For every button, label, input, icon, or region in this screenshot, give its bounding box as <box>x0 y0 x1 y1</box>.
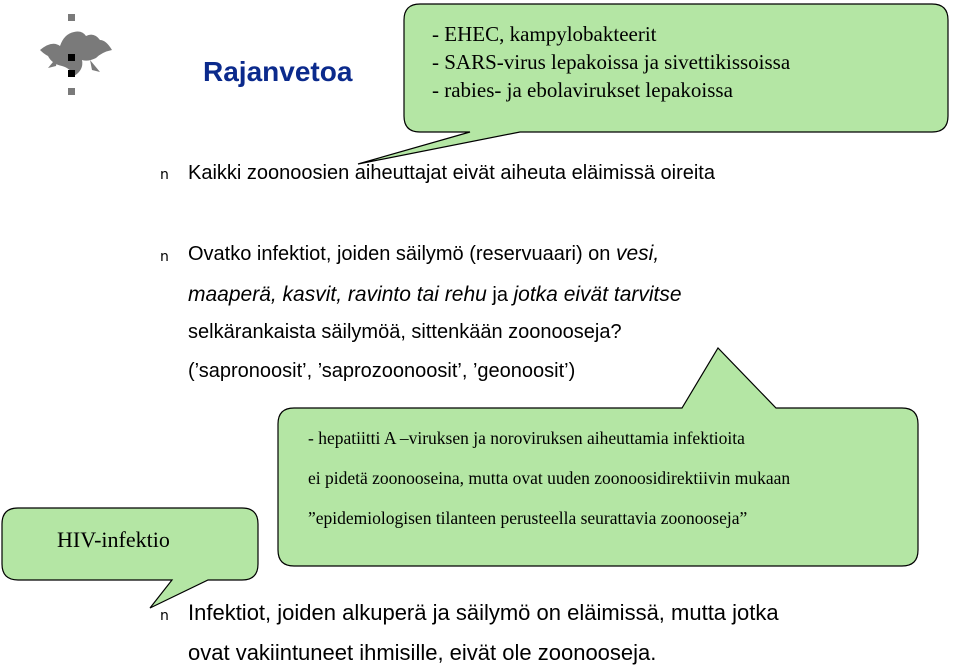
top-callout-line: - EHEC, kampylobakteerit <box>432 22 657 46</box>
bullet-2-line-2-italic-a: maaperä, kasvit, ravinto tai rehu <box>188 283 487 306</box>
middle-callout-line: ”epidemiologisen tilanteen perusteella seurattavia zoonooseja” <box>308 508 748 528</box>
bullet-2-line-1 <box>188 242 659 266</box>
bullet-2-line-3: selkärankaista säilymöä, sittenkään zoonooseja? <box>188 321 622 343</box>
hiv-callout-bubble <box>2 508 258 608</box>
bullet-1-text: Kaikki zoonoosien aiheuttajat eivät aiheuta eläimissä oireita <box>188 162 715 184</box>
top-callout-line: - SARS-virus lepakoissa ja sivettikissoissa <box>432 50 791 74</box>
slide-title: Rajanvetoa <box>203 56 353 87</box>
bullet-3-line-1: Infektiot, joiden alkuperä ja säilymö on eläimissä, mutta jotka <box>188 600 779 625</box>
top-callout-text <box>432 20 790 104</box>
bullet-3-line-2: ovat vakiintuneet ihmisille, eivät ole zoonooseja. <box>188 640 657 665</box>
hiv-callout-label: HIV-infektio <box>57 527 170 552</box>
bullet-marker: n <box>160 608 169 624</box>
bullet-2-line-2-plain: ja <box>486 284 514 306</box>
middle-callout-line: ei pidetä zoonooseina, mutta ovat uuden zoonoosidirektiivin mukaan <box>308 468 791 488</box>
top-callout-line: - rabies- ja ebolavirukset lepakoissa <box>432 78 733 102</box>
bullet-marker: n <box>160 167 169 183</box>
middle-callout-line: - hepatiitti A –viruksen ja noroviruksen aiheuttamia infektioita <box>308 428 745 448</box>
bullet-2-line-2-italic-b: jotka eivät tarvitse <box>513 283 682 306</box>
bullet-2-line-1-italic: vesi, <box>615 242 660 265</box>
bullet-2-line-4: (’sapronoosit’, ’saprozoonoosit’, ’geonoosit’) <box>188 360 576 382</box>
bullet-2-line-1-plain: Ovatko infektiot, joiden säilymö (reservuaari) on <box>188 243 616 265</box>
bullet-marker: n <box>160 249 169 265</box>
bullet-2-line-2 <box>188 283 682 307</box>
